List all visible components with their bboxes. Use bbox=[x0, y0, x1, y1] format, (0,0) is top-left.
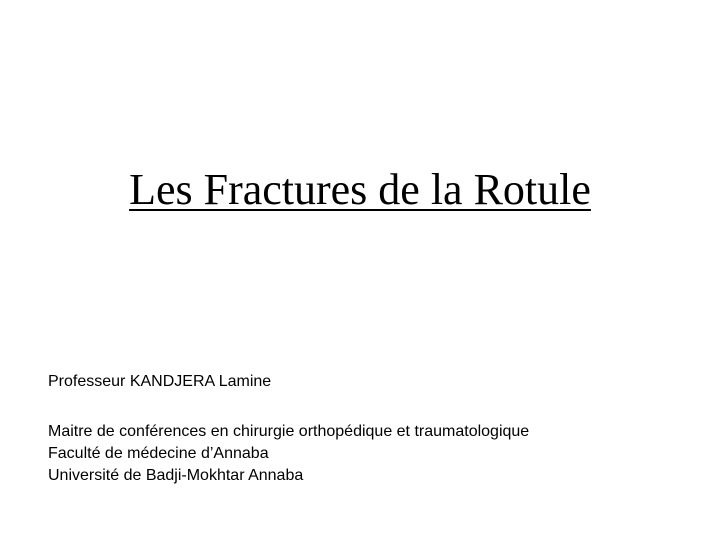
slide-title: Les Fractures de la Rotule bbox=[129, 165, 591, 214]
affiliation-title: Maitre de conférences en chirurgie orthopédique et traumatologique bbox=[48, 423, 530, 440]
affiliation-university: Université de Badji-Mokhtar Annaba bbox=[48, 467, 304, 484]
author-name: Professeur KANDJERA Lamine bbox=[48, 373, 272, 390]
author-block bbox=[48, 371, 688, 487]
spacer bbox=[48, 393, 688, 421]
affiliation-faculty: Faculté de médecine d’Annaba bbox=[48, 445, 269, 462]
